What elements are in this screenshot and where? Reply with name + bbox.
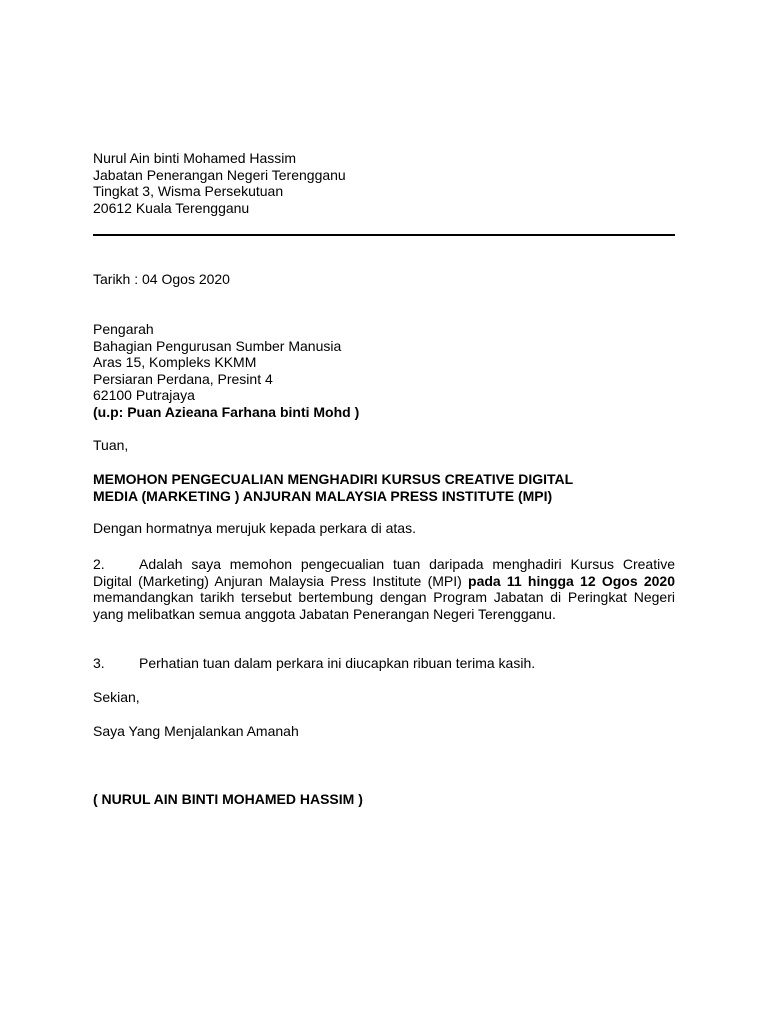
paragraph-2-text: Adalah saya memohon pengecualian tuan daripada menghadiri Kursus Creative Digital (Marketing) Anjuran Malaysia Press Institute (MPI) — [93, 556, 675, 589]
sender-floor: Tingkat 3, Wisma Persekutuan — [93, 183, 284, 199]
signature-name: ( NURUL AIN BINTI MOHAMED HASSIM ) — [93, 791, 363, 807]
paragraph-2-number: 2. — [93, 556, 105, 572]
opening-paragraph — [93, 520, 675, 537]
paragraph-3 — [93, 655, 675, 672]
paragraph-2-text-end: memandangkan tarikh tersebut bertembung dengan Program Jabatan di Peringkat Negeri yang melibatkan semua anggota Jabatan Penerangan Negeri Terengganu. — [93, 589, 675, 622]
subject-heading — [93, 471, 675, 504]
paragraph-2-dates: pada 11 hingga 12 Ogos 2020 — [468, 572, 675, 589]
closing-text: Sekian, — [93, 689, 140, 705]
motto-text: Saya Yang Menjalankan Amanah — [93, 723, 299, 739]
closing — [93, 689, 675, 706]
motto — [93, 723, 675, 740]
recipient-postcode-city: 62100 Putrajaya — [93, 387, 195, 403]
sender-postcode-city: 20612 Kuala Terengganu — [93, 199, 250, 216]
sender-department: Jabatan Penerangan Negeri Terengganu — [93, 166, 346, 183]
opening-text: Dengan hormatnya merujuk kepada perkara di atas. — [93, 520, 416, 536]
signature-block — [93, 791, 675, 808]
recipient-building: Aras 15, Kompleks KKMM — [93, 354, 257, 370]
recipient-division: Bahagian Pengurusan Sumber Manusia — [93, 337, 342, 354]
header-divider — [93, 234, 675, 236]
salutation — [93, 437, 675, 454]
subject-line-1: MEMOHON PENGECUALIAN MENGHADIRI KURSUS CREATIVE DIGITAL — [93, 471, 574, 487]
date-text: Tarikh : 04 Ogos 2020 — [93, 271, 230, 287]
recipient-title: Pengarah — [93, 321, 154, 337]
letter-date — [93, 271, 675, 288]
paragraph-3-number: 3. — [93, 655, 105, 671]
sender-address — [93, 150, 675, 216]
paragraph-3-text: Perhatian tuan dalam perkara ini diucapkan ribuan terima kasih. — [139, 655, 536, 671]
subject-line-2: MEDIA (MARKETING ) ANJURAN MALAYSIA PRESS INSTITUTE (MPI) — [93, 487, 553, 504]
recipient-attention: (u.p: Puan Azieana Farhana binti Mohd ) — [93, 403, 360, 420]
salutation-text: Tuan, — [93, 437, 129, 453]
paragraph-2 — [93, 556, 675, 622]
sender-name: Nurul Ain binti Mohamed Hassim — [93, 150, 297, 166]
recipient-street: Persiaran Perdana, Presint 4 — [93, 370, 273, 387]
recipient-address — [93, 321, 675, 420]
